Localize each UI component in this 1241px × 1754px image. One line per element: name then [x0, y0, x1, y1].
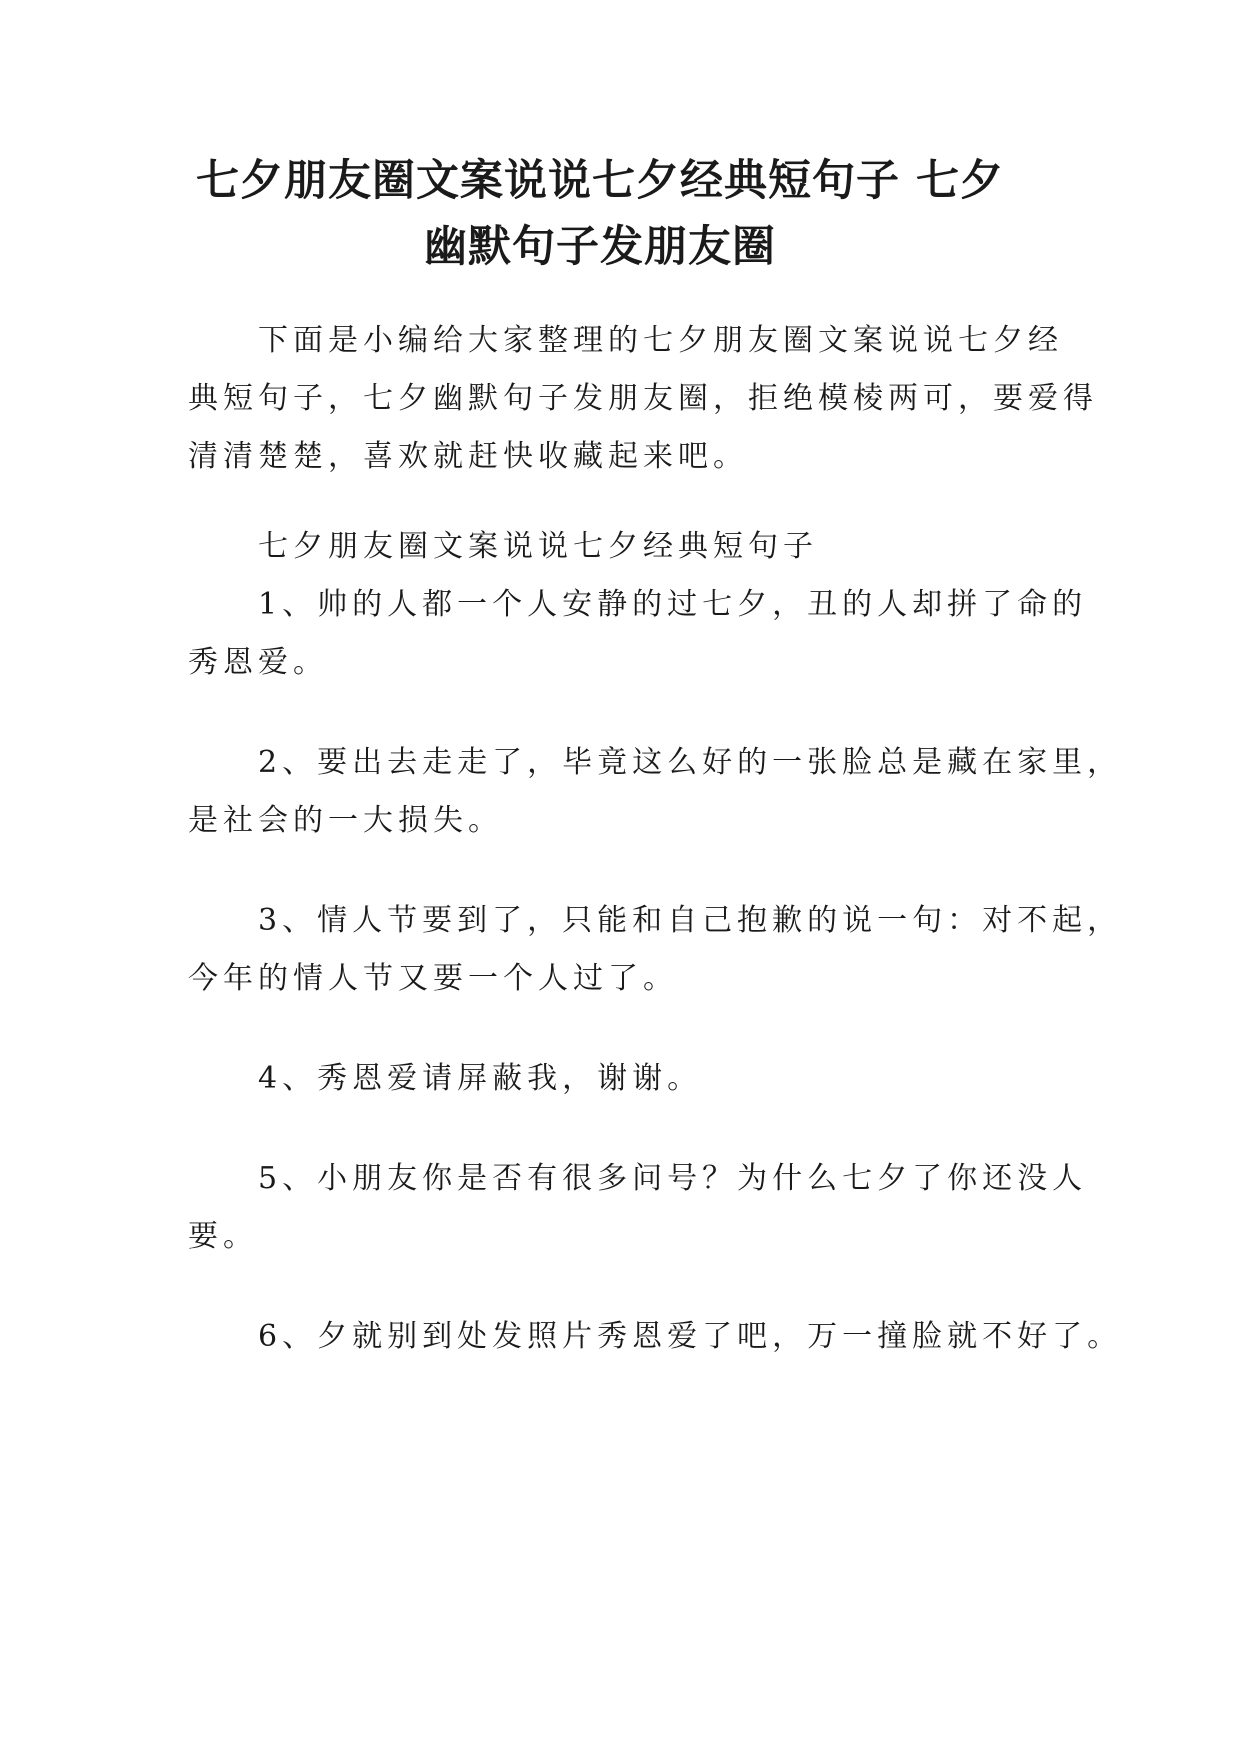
title-line-2: 幽默句子发朋友圈	[424, 222, 776, 272]
list-item-5	[188, 1150, 1088, 1266]
intro-line-3: 清清楚楚，喜欢就赶快收藏起来吧。	[188, 439, 748, 474]
list-item-line: 是社会的一大损失。	[188, 803, 503, 838]
title-line-1: 七夕朋友圈文案说说七夕经典短句子 七夕	[196, 156, 1004, 206]
page-title	[150, 148, 1050, 280]
list-item-line: 5、小朋友你是否有很多问号？为什么七夕了你还没人	[258, 1161, 1088, 1196]
list-item-4	[188, 1050, 1068, 1108]
list-item-3	[188, 892, 1123, 1008]
list-item-line: 6、夕就别到处发照片秀恩爱了吧，万一撞脸就不好了。	[258, 1319, 1123, 1354]
intro-line-2: 典短句子，七夕幽默句子发朋友圈，拒绝模棱两可，要爱得	[188, 381, 1098, 416]
list-item-line: 2、要出去走走了，毕竟这么好的一张脸总是藏在家里，	[258, 745, 1123, 780]
list-item-line: 今年的情人节又要一个人过了。	[188, 961, 678, 996]
section-heading: 七夕朋友圈文案说说七夕经典短句子	[258, 529, 818, 564]
list-item-1	[188, 576, 1088, 692]
list-item-line: 要。	[188, 1219, 258, 1254]
list-item-6	[188, 1308, 1123, 1366]
list-item-line: 3、情人节要到了，只能和自己抱歉的说一句：对不起，	[258, 903, 1123, 938]
intro-line-1: 下面是小编给大家整理的七夕朋友圈文案说说七夕经	[258, 323, 1063, 358]
list-item-2	[188, 734, 1123, 850]
list-item-line: 4、秀恩爱请屏蔽我，谢谢。	[258, 1061, 703, 1096]
list-item-line: 1、帅的人都一个人安静的过七夕，丑的人却拼了命的	[258, 587, 1088, 622]
list-item-line: 秀恩爱。	[188, 645, 328, 680]
intro-paragraph	[188, 312, 1098, 486]
